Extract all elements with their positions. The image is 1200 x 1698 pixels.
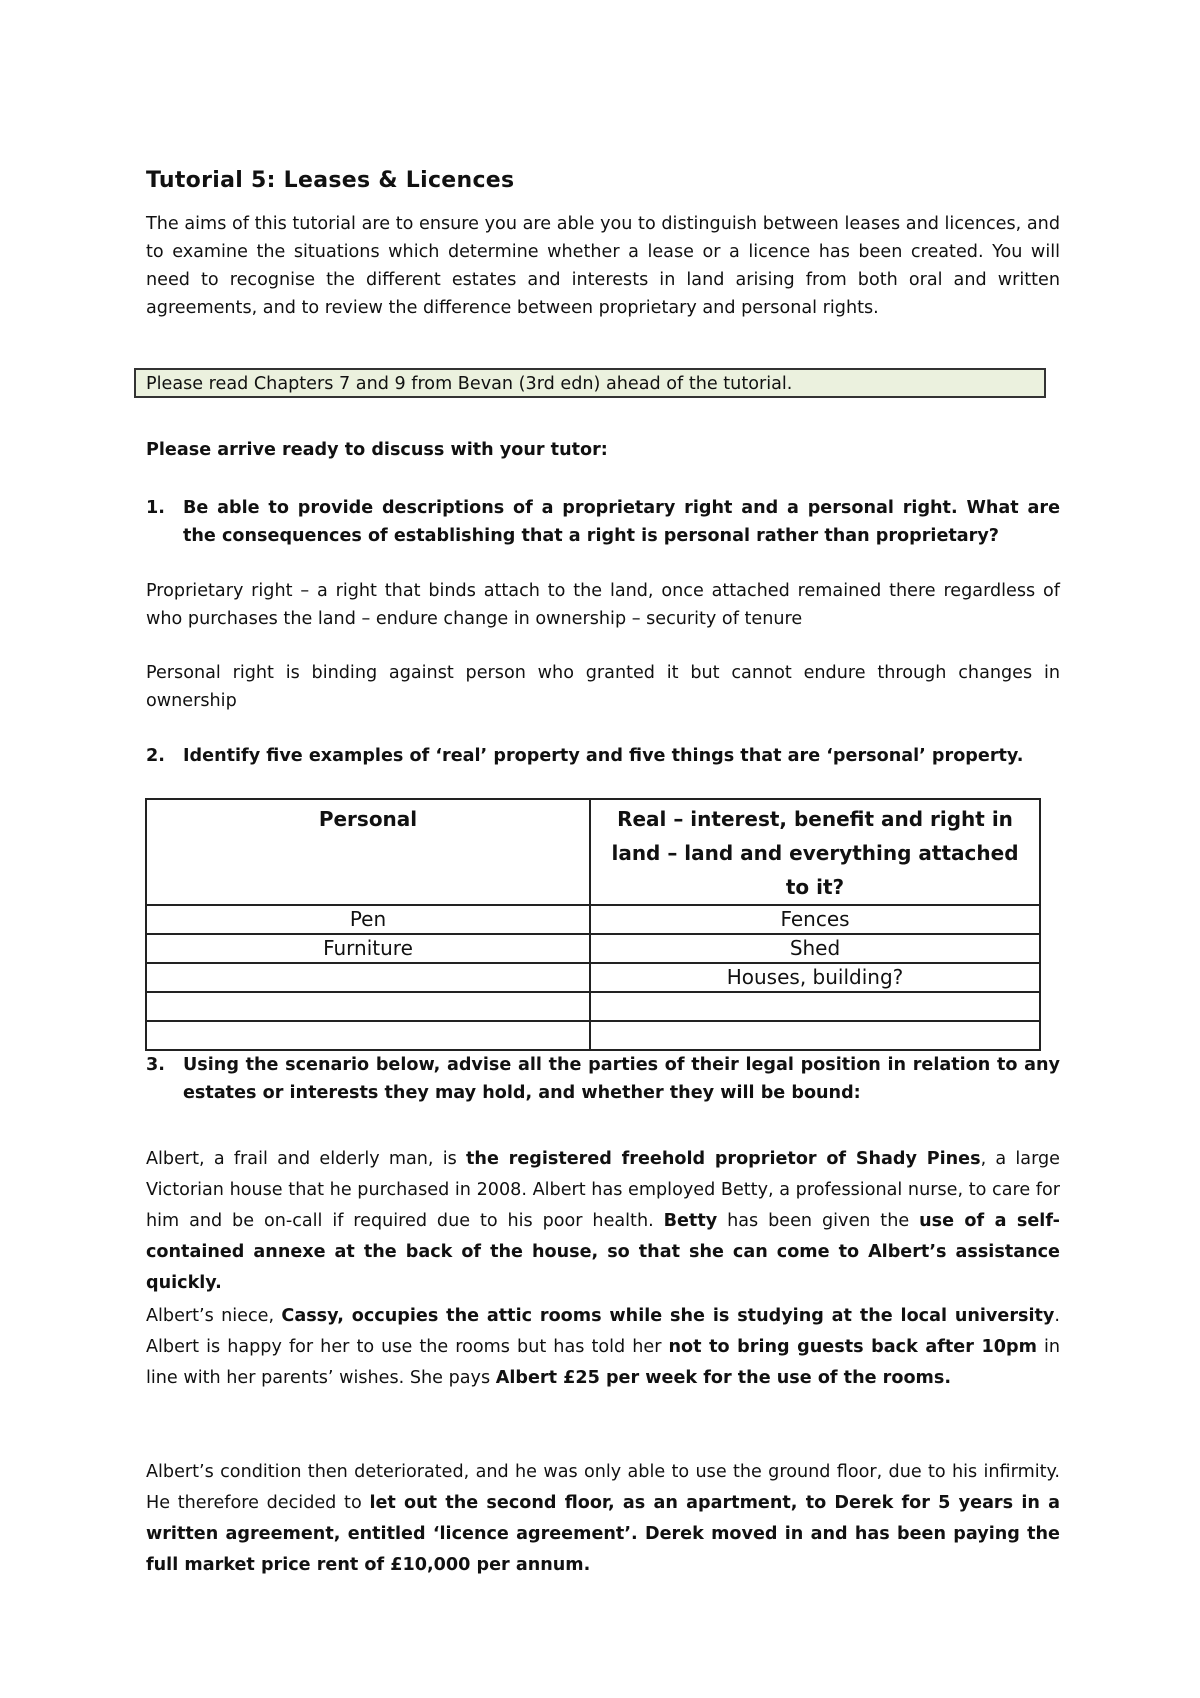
table-row: [146, 905, 1040, 934]
question-2: [146, 742, 1060, 770]
discuss-heading: Please arrive ready to discuss with your tutor:: [146, 440, 608, 460]
question-2-text: Identify five examples of ‘real’ property and five things that are ‘personal’ property.: [183, 746, 1024, 766]
real-cell: Houses, building?: [590, 963, 1040, 992]
question-3-number: 3.: [146, 1055, 165, 1075]
table-header-row: [146, 799, 1040, 905]
personal-cell: [146, 1021, 590, 1050]
scenario-emphasis: let out the second floor, as an apartment, to Derek for 5 years in a written agreement, entitled ‘licence agreement’. Derek moved in and has been paying the full market price rent of £10,000 per annum.: [146, 1493, 1060, 1575]
question-1-text: Be able to provide descriptions of a proprietary right and a personal right. What are the consequences of establishing that a right is personal rather than proprietary?: [183, 498, 1060, 546]
question-1: [146, 494, 1060, 550]
scenario-emphasis: Betty: [663, 1211, 718, 1231]
real-cell: Fences: [590, 905, 1040, 934]
personal-cell: Pen: [146, 905, 590, 934]
reading-notice-box: Please read Chapters 7 and 9 from Bevan (3rd edn) ahead of the tutorial.: [134, 368, 1046, 398]
table-row: [146, 992, 1040, 1021]
scenario-text: , a large Victorian house that he purchased in 2008. Albert has employed Betty, a professional nurse, to care for him and be on-call if required due to his poor health.: [146, 1149, 1060, 1231]
table-row: [146, 963, 1040, 992]
scenario-emphasis: use of a self-contained annexe at the back of the house, so that she can come to Albert’s assistance quickly.: [146, 1211, 1060, 1293]
question-1-number: 1.: [146, 498, 165, 518]
header-personal: Personal: [146, 799, 590, 905]
scenario-text: in line with her parents’ wishes. She pays: [146, 1337, 1060, 1388]
scenario-emphasis: Cassy, occupies the attic rooms while she is studying at the local university: [281, 1306, 1055, 1326]
header-real: Real – interest, benefit and right in land – land and everything attached to it?: [590, 799, 1040, 905]
table-row: [146, 1021, 1040, 1050]
real-cell: [590, 992, 1040, 1021]
question-3: [146, 1051, 1060, 1107]
scenario-text: . Albert is happy for her to use the rooms but has told her: [146, 1306, 1060, 1357]
scenario-emphasis: the registered freehold proprietor of Shady Pines: [466, 1149, 981, 1169]
scenario-paragraph-1: [146, 1144, 1060, 1299]
scenario-text: Albert, a frail and elderly man, is: [146, 1149, 467, 1169]
scenario-text: Albert’s condition then deteriorated, and he was only able to use the ground floor, due to his infirmity. He therefore decided to: [146, 1462, 1060, 1513]
scenario-text: Albert’s niece,: [146, 1306, 282, 1326]
table-row: [146, 934, 1040, 963]
scenario-paragraph-3: [146, 1457, 1060, 1581]
question-3-text: Using the scenario below, advise all the parties of their legal position in relation to any estates or interests they may hold, and whether they will be bound:: [183, 1055, 1060, 1103]
scenario-emphasis: Albert £25 per week for the use of the rooms.: [495, 1368, 952, 1388]
answer-proprietary: Proprietary right – a right that binds attach to the land, once attached remained there regardless of who purchases the land – endure change in ownership – security of tenure: [146, 581, 1060, 629]
question-2-number: 2.: [146, 746, 165, 766]
personal-cell: [146, 963, 590, 992]
answer-personal: Personal right is binding against person who granted it but cannot endure through changes in ownership: [146, 663, 1060, 711]
scenario-paragraph-2: [146, 1301, 1060, 1394]
real-cell: Shed: [590, 934, 1040, 963]
scenario-emphasis: not to bring guests back after 10pm: [668, 1337, 1037, 1357]
real-cell: [590, 1021, 1040, 1050]
scenario-text: has been given the: [717, 1211, 920, 1231]
personal-cell: Furniture: [146, 934, 590, 963]
personal-cell: [146, 992, 590, 1021]
intro-paragraph: The aims of this tutorial are to ensure you are able you to distinguish between leases and licences, and to examine the situations which determine whether a lease or a licence has been created. You will need to recognise the different estates and interests in land arising from both oral and written agreements, and to review the difference between proprietary and personal rights.: [146, 214, 1060, 318]
page-title: Tutorial 5: Leases & Licences: [146, 168, 515, 193]
property-table: [145, 798, 1041, 1051]
